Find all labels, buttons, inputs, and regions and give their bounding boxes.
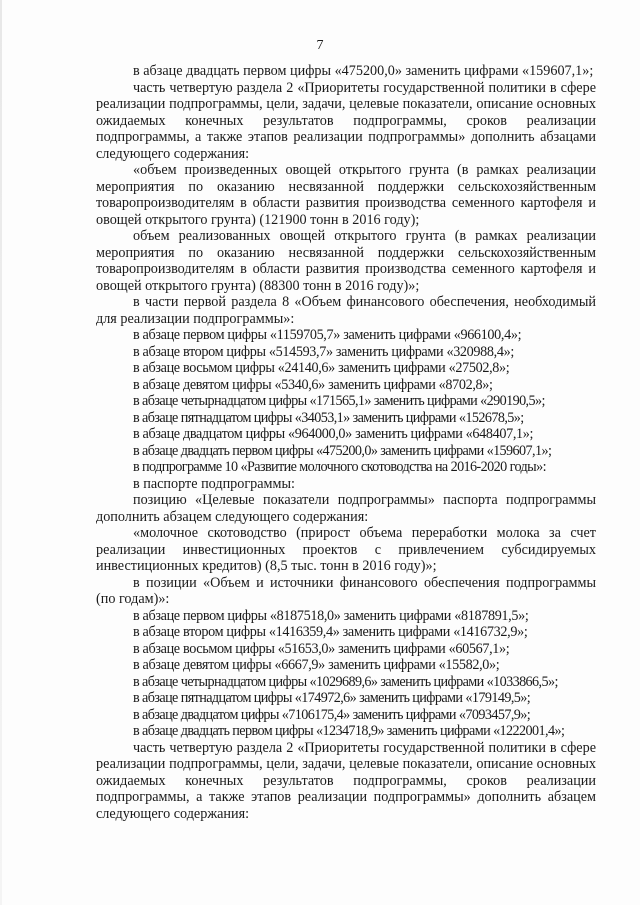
paragraph: в абзаце девятом цифры «6667,9» заменить цифрами «15582,0»; <box>133 657 500 673</box>
page-number: 7 <box>316 38 324 53</box>
paragraph: объем реализованных овощей открытого грунта (в рамках реализации мероприятия по оказанию несвязанной поддержки сельскохозяйственным товаропроизводителям в области развития производства семенного картофеля и овощей открытого грунта) (88300 тонн в 2016 году)»; <box>96 228 596 294</box>
paragraph: в подпрограмме 10 «Развитие молочного скотоводства на 2016-2020 годы»: <box>133 459 546 475</box>
paragraph: «объем произведенных овощей открытого грунта (в рамках реализации мероприятия по оказанию несвязанной поддержки сельскохозяйственным товаропроизводителям в области развития производства семенного картофеля и овощей открытого грунта) (121900 тонн в 2016 году); <box>96 162 596 228</box>
paragraph: в позиции «Объем и источники финансового обеспечения подпрограммы (по годам)»: <box>96 574 596 607</box>
paragraph: в абзаце первом цифры «8187518,0» заменить цифрами «8187891,5»; <box>133 607 529 624</box>
paragraph: в абзаце двадцатом цифры «7106175,4» заменить цифрами «7093457,9»; <box>133 706 531 723</box>
paragraph: в абзаце двадцать первом цифры «475200,0» заменить цифрами «159607,1»; <box>133 63 594 79</box>
paragraph: в абзаце восьмом цифры «51653,0» заменить цифрами «60567,1»; <box>133 640 510 657</box>
paragraph: в паспорте подпрограммы: <box>133 475 295 492</box>
paragraph: в абзаце двадцать первом цифры «475200,0» заменить цифрами «159607,1»; <box>133 442 552 459</box>
paragraph: в абзаце девятом цифры «5340,6» заменить цифрами «8702,8»; <box>133 376 493 393</box>
paragraph: часть четвертую раздела 2 «Приоритеты государственной политики в сфере реализации подпрограммы, цели, задачи, целевые показатели, описание основных ожидаемых конечных результатов подпрограммы, сроков реализации подпрограммы, а также этапов реализации подпрограммы» дополнить абзацем следующего содержания: <box>96 739 596 822</box>
paragraph: в абзаце четырнадцатом цифры «171565,1» заменить цифрами «290190,5»; <box>133 393 545 409</box>
paragraph: в абзаце пятнадцатом цифры «174972,6» заменить цифрами «179149,5»; <box>133 690 531 706</box>
paragraph: в абзаце пятнадцатом цифры «34053,1» заменить цифрами «152678,5»; <box>133 409 524 426</box>
paragraph: в абзаце втором цифры «514593,7» заменить цифрами «320988,4»; <box>133 343 514 360</box>
paragraph: в абзаце двадцатом цифры «964000,0» заменить цифрами «648407,1»; <box>133 426 534 442</box>
paragraph: в абзаце втором цифры «1416359,4» заменить цифрами «1416732,9»; <box>133 624 528 640</box>
document-body <box>96 63 596 822</box>
paragraph: в части первой раздела 8 «Объем финансового обеспечения, необходимый для реализации подпрограммы»: <box>96 294 596 327</box>
paragraph: позицию «Целевые показатели подпрограммы» паспорта подпрограммы дополнить абзацем следующего содержания: <box>96 492 596 525</box>
paragraph: в абзаце первом цифры «1159705,7» заменить цифрами «966100,4»; <box>133 327 522 343</box>
paragraph: в абзаце восьмом цифры «24140,6» заменить цифрами «27502,8»; <box>133 360 510 376</box>
paragraph: часть четвертую раздела 2 «Приоритеты государственной политики в сфере реализации подпрограммы, цели, задачи, целевые показатели, описание основных ожидаемых конечных результатов подпрограммы, сроков реализации подпрограммы, а также этапов реализации подпрограммы» дополнить абзацами следующего содержания: <box>96 79 596 162</box>
paragraph: «молочное скотоводство (прирост объема переработки молока за счет реализации инвестиционных проектов с привлечением субсидируемых инвестиционных кредитов) (8,5 тыс. тонн в 2016 году)»; <box>96 525 596 574</box>
paragraph: в абзаце четырнадцатом цифры «1029689,6» заменить цифрами «1033866,5»; <box>133 673 558 690</box>
paragraph: в абзаце двадцать первом цифры «1234718,9» заменить цифрами «1222001,4»; <box>133 723 565 739</box>
scan-edge <box>0 0 2 905</box>
